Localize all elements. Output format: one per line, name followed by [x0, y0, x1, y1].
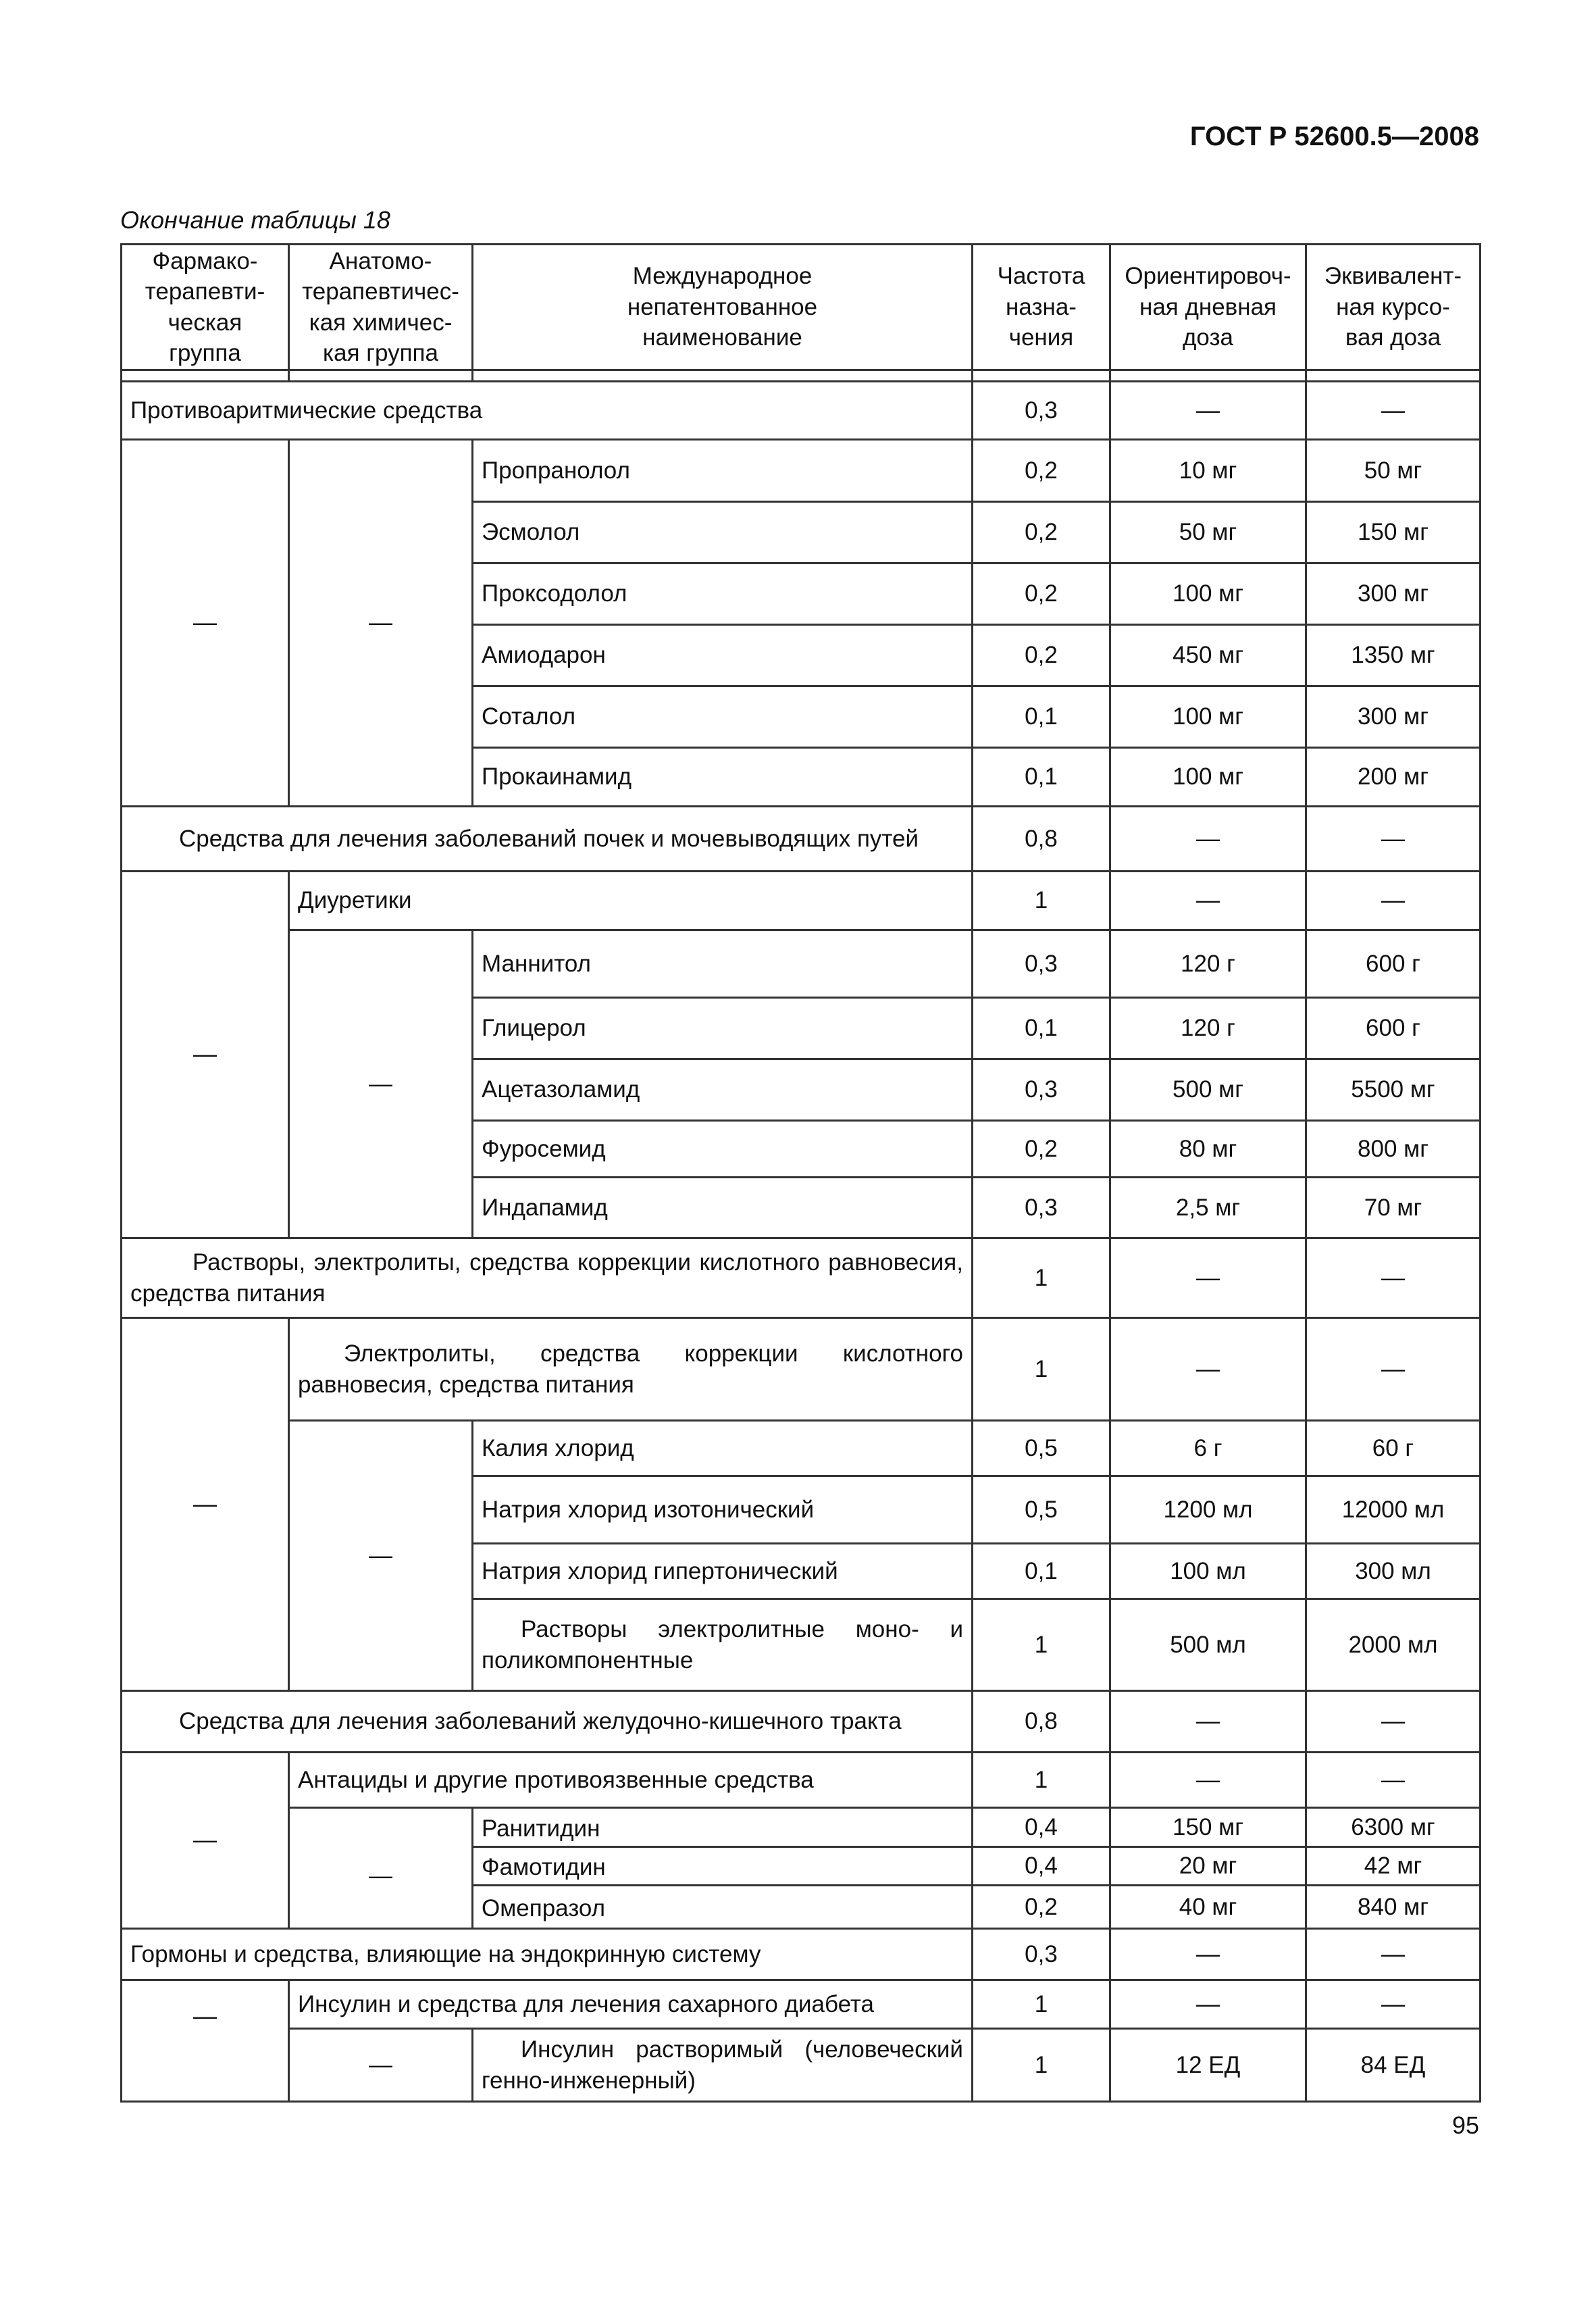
- course-dose-cell: —: [1306, 1753, 1481, 1808]
- frequency-cell: 1: [973, 1238, 1110, 1318]
- atc-group-cell: —: [289, 1808, 473, 1929]
- frequency-cell: 0,2: [973, 563, 1110, 625]
- daily-dose-cell: —: [1110, 1980, 1306, 2029]
- course-dose-cell: —: [1306, 1238, 1481, 1318]
- atc-group-cell: —: [289, 1421, 473, 1691]
- drug-name: Маннитол: [473, 930, 973, 998]
- daily-dose-cell: 10 мг: [1110, 440, 1306, 502]
- daily-dose-cell: —: [1110, 1929, 1306, 1980]
- category-name: Гормоны и средства, влияющие на эндокринную систему: [122, 1929, 973, 1980]
- frequency-cell: 1: [973, 1753, 1110, 1808]
- daily-dose-cell: 12 ЕД: [1110, 2029, 1306, 2102]
- drug-table: [120, 243, 1481, 2103]
- course-dose-cell: 300 мл: [1306, 1544, 1481, 1599]
- header-separator: [122, 370, 1481, 382]
- daily-dose-cell: 100 мг: [1110, 563, 1306, 625]
- frequency-cell: 0,3: [973, 1059, 1110, 1121]
- table-header-row: [122, 245, 1481, 370]
- drug-name: Пропранолол: [473, 440, 973, 502]
- frequency-cell: 0,2: [973, 1886, 1110, 1929]
- frequency-cell: 0,1: [973, 686, 1110, 748]
- header-frequency: Частота назна- чения: [973, 245, 1110, 370]
- subcategory-row: [122, 872, 1481, 930]
- drug-name: Натрия хлорид гипертонический: [473, 1544, 973, 1599]
- drug-name: Натрия хлорид изотонический: [473, 1476, 973, 1544]
- frequency-cell: 0,2: [973, 1121, 1110, 1178]
- frequency-cell: 0,1: [973, 1544, 1110, 1599]
- daily-dose-cell: 500 мг: [1110, 1059, 1306, 1121]
- category-row: [122, 1238, 1481, 1318]
- header-pharm-group: Фармако- терапевти- ческая группа: [122, 245, 289, 370]
- daily-dose-cell: —: [1110, 382, 1306, 440]
- drug-name: Инсулин растворимый (человеческий генно-инженерный): [473, 2029, 973, 2102]
- drug-name: Ранитидин: [473, 1808, 973, 1847]
- drug-name: Калия хлорид: [473, 1421, 973, 1476]
- frequency-cell: 0,3: [973, 382, 1110, 440]
- drug-name: Глицерол: [473, 998, 973, 1059]
- category-name: Растворы, электролиты, средства коррекции кислотного равновесия, средства питания: [122, 1238, 973, 1318]
- pharm-group-cell: —: [122, 872, 289, 1238]
- subcategory-row: [122, 1318, 1481, 1421]
- header-atc-group: Анатомо- терапевтичес- кая химичес- кая группа: [289, 245, 473, 370]
- daily-dose-cell: 100 мг: [1110, 686, 1306, 748]
- atc-group-cell: —: [289, 440, 473, 807]
- frequency-cell: 0,4: [973, 1847, 1110, 1886]
- drug-name: Проксодолол: [473, 563, 973, 625]
- course-dose-cell: —: [1306, 1691, 1481, 1753]
- daily-dose-cell: —: [1110, 1238, 1306, 1318]
- course-dose-cell: 800 мг: [1306, 1121, 1481, 1178]
- drug-name: Индапамид: [473, 1178, 973, 1238]
- daily-dose-cell: 450 мг: [1110, 625, 1306, 686]
- daily-dose-cell: —: [1110, 1318, 1306, 1421]
- daily-dose-cell: 100 мг: [1110, 748, 1306, 807]
- course-dose-cell: —: [1306, 1929, 1481, 1980]
- frequency-cell: 0,8: [973, 807, 1110, 872]
- pharm-group-cell: —: [122, 1318, 289, 1691]
- course-dose-cell: 2000 мл: [1306, 1599, 1481, 1691]
- subcategory-name: Инсулин и средства для лечения сахарного диабета: [289, 1980, 973, 2029]
- subcategory-name: Антациды и другие противоязвенные средства: [289, 1753, 973, 1808]
- course-dose-cell: 42 мг: [1306, 1847, 1481, 1886]
- atc-group-cell: —: [289, 930, 473, 1238]
- daily-dose-cell: 500 мл: [1110, 1599, 1306, 1691]
- atc-group-cell: —: [289, 2029, 473, 2102]
- course-dose-cell: 300 мг: [1306, 563, 1481, 625]
- daily-dose-cell: 20 мг: [1110, 1847, 1306, 1886]
- category-name: Противоаритмические средства: [122, 382, 973, 440]
- category-row: [122, 807, 1481, 872]
- frequency-cell: 0,3: [973, 1929, 1110, 1980]
- course-dose-cell: 50 мг: [1306, 440, 1481, 502]
- drug-name: Ацетазоламид: [473, 1059, 973, 1121]
- daily-dose-cell: —: [1110, 807, 1306, 872]
- drug-name: Амиодарон: [473, 625, 973, 686]
- course-dose-cell: —: [1306, 1980, 1481, 2029]
- frequency-cell: 1: [973, 872, 1110, 930]
- course-dose-cell: 84 ЕД: [1306, 2029, 1481, 2102]
- frequency-cell: 0,1: [973, 998, 1110, 1059]
- course-dose-cell: 6300 мг: [1306, 1808, 1481, 1847]
- daily-dose-cell: 120 г: [1110, 930, 1306, 998]
- course-dose-cell: 150 мг: [1306, 502, 1481, 563]
- frequency-cell: 1: [973, 1599, 1110, 1691]
- course-dose-cell: 600 г: [1306, 930, 1481, 998]
- frequency-cell: 1: [973, 1980, 1110, 2029]
- drug-name: Фамотидин: [473, 1847, 973, 1886]
- frequency-cell: 0,2: [973, 440, 1110, 502]
- daily-dose-cell: 100 мл: [1110, 1544, 1306, 1599]
- course-dose-cell: 200 мг: [1306, 748, 1481, 807]
- course-dose-cell: 1350 мг: [1306, 625, 1481, 686]
- frequency-cell: 0,8: [973, 1691, 1110, 1753]
- header-daily-dose: Ориентировоч- ная дневная доза: [1110, 245, 1306, 370]
- daily-dose-cell: —: [1110, 872, 1306, 930]
- frequency-cell: 0,2: [973, 625, 1110, 686]
- daily-dose-cell: 150 мг: [1110, 1808, 1306, 1847]
- course-dose-cell: 600 г: [1306, 998, 1481, 1059]
- frequency-cell: 0,5: [973, 1476, 1110, 1544]
- page-number: 95: [1451, 2111, 1479, 2139]
- subcategory-row: [122, 1753, 1481, 1808]
- category-row: [122, 382, 1481, 440]
- daily-dose-cell: 120 г: [1110, 998, 1306, 1059]
- frequency-cell: 0,3: [973, 930, 1110, 998]
- frequency-cell: 0,5: [973, 1421, 1110, 1476]
- daily-dose-cell: —: [1110, 1753, 1306, 1808]
- frequency-cell: 0,3: [973, 1178, 1110, 1238]
- drug-row: [122, 1808, 1481, 1847]
- daily-dose-cell: 50 мг: [1110, 502, 1306, 563]
- daily-dose-cell: —: [1110, 1691, 1306, 1753]
- daily-dose-cell: 2,5 мг: [1110, 1178, 1306, 1238]
- course-dose-cell: —: [1306, 807, 1481, 872]
- course-dose-cell: 840 мг: [1306, 1886, 1481, 1929]
- course-dose-cell: 70 мг: [1306, 1178, 1481, 1238]
- course-dose-cell: 5500 мг: [1306, 1059, 1481, 1121]
- category-name: Средства для лечения заболеваний желудочно-кишечного тракта: [122, 1691, 973, 1753]
- frequency-cell: 0,1: [973, 748, 1110, 807]
- course-dose-cell: —: [1306, 382, 1481, 440]
- frequency-cell: 0,4: [973, 1808, 1110, 1847]
- table-caption: Окончание таблицы 18: [120, 206, 390, 234]
- category-row: [122, 1691, 1481, 1753]
- pharm-group-cell: —: [122, 1980, 289, 2102]
- course-dose-cell: 12000 мл: [1306, 1476, 1481, 1544]
- course-dose-cell: —: [1306, 1318, 1481, 1421]
- frequency-cell: 1: [973, 1318, 1110, 1421]
- course-dose-cell: —: [1306, 872, 1481, 930]
- subcategory-name: Электролиты, средства коррекции кислотного равновесия, средства питания: [289, 1318, 973, 1421]
- header-course-dose: Эквивалент- ная курсо- вая доза: [1306, 245, 1481, 370]
- frequency-cell: 1: [973, 2029, 1110, 2102]
- course-dose-cell: 300 мг: [1306, 686, 1481, 748]
- daily-dose-cell: 40 мг: [1110, 1886, 1306, 1929]
- frequency-cell: 0,2: [973, 502, 1110, 563]
- drug-name: Эсмолол: [473, 502, 973, 563]
- pharm-group-cell: —: [122, 440, 289, 807]
- daily-dose-cell: 6 г: [1110, 1421, 1306, 1476]
- drug-row: [122, 930, 1481, 998]
- drug-name: Растворы электролитные моно- и поликомпонентные: [473, 1599, 973, 1691]
- drug-name: Омепразол: [473, 1886, 973, 1929]
- subcategory-row: [122, 1980, 1481, 2029]
- drug-row: [122, 2029, 1481, 2102]
- drug-row: [122, 440, 1481, 502]
- daily-dose-cell: 80 мг: [1110, 1121, 1306, 1178]
- drug-name: Фуросемид: [473, 1121, 973, 1178]
- course-dose-cell: 60 г: [1306, 1421, 1481, 1476]
- drug-name: Прокаинамид: [473, 748, 973, 807]
- drug-name: Соталол: [473, 686, 973, 748]
- category-name: Средства для лечения заболеваний почек и мочевыводящих путей: [122, 807, 973, 872]
- pharm-group-cell: —: [122, 1753, 289, 1929]
- drug-row: [122, 1421, 1481, 1476]
- subcategory-name: Диуретики: [289, 872, 973, 930]
- header-inn: Международное непатентованное наименование: [473, 245, 973, 370]
- category-row: [122, 1929, 1481, 1980]
- document-code: ГОСТ Р 52600.5—2008: [1189, 122, 1479, 151]
- daily-dose-cell: 1200 мл: [1110, 1476, 1306, 1544]
